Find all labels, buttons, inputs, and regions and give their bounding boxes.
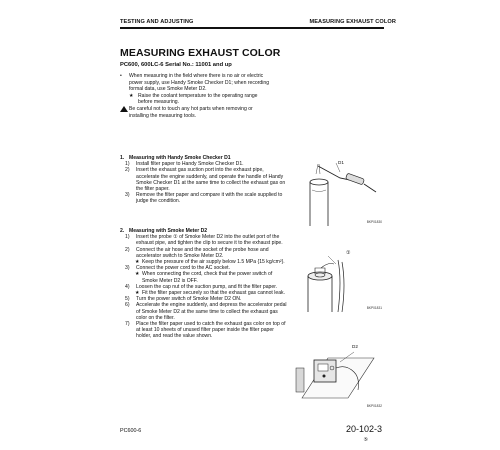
step-text: Install filter paper to Handy Smoke Checker D1.	[136, 161, 244, 168]
step-number: 2)	[125, 246, 130, 253]
figure-1-drawing	[288, 160, 384, 226]
step-item	[120, 321, 288, 340]
section-1-steps	[120, 161, 288, 204]
step-item	[120, 234, 288, 246]
bullet-icon: •	[120, 73, 122, 79]
step-number: 4)	[125, 283, 130, 290]
figure-3-callout: D2	[352, 344, 358, 349]
step-text: Turn the power switch of Smoke Meter D2 ON.	[136, 296, 242, 303]
section-1	[120, 155, 288, 205]
figure-3	[288, 338, 384, 410]
step-text: Keep the pressure of the air supply below 1.5 MPa {15 kg/cm²}.	[142, 259, 285, 266]
step-number: 5)	[125, 296, 130, 303]
step-item	[120, 302, 288, 321]
figure-2	[288, 250, 384, 312]
step-item	[120, 192, 288, 204]
section-2	[120, 228, 288, 340]
section-1-number: 1.	[120, 155, 125, 161]
step-item	[120, 247, 288, 259]
section-2-steps	[120, 234, 288, 339]
page-title: MEASURING EXHAUST COLOR	[120, 47, 281, 59]
step-item	[120, 167, 288, 192]
step-text: Remove the filter paper and compare it with the scale supplied to judge the condition.	[136, 192, 283, 205]
figure-1-id: BKP01830	[366, 220, 382, 224]
header-section-title: TESTING AND ADJUSTING	[120, 19, 194, 25]
intro-block	[120, 73, 270, 119]
figure-2-drawing	[288, 250, 384, 312]
star-icon: ★	[135, 259, 140, 266]
step-text: Insert the exhaust gas suction port into the exhaust pipe, accelerate the engine suddenly, and operate the handle of Handy Smoke Checker D1 at the same time to collect the exhaust gas on the filter paper.	[136, 167, 286, 193]
header-rule	[120, 27, 384, 29]
step-number: 7)	[125, 321, 130, 328]
step-text: Place the filter paper used to catch the exhaust gas color on top of at least 10 sheets of unused filter paper inside the filter paper holder, and read the value shown.	[136, 321, 286, 340]
step-text: Loosen the cap nut of the suction pump, and fit the filter paper.	[136, 283, 278, 290]
section-2-number: 2.	[120, 228, 125, 234]
step-number: 3)	[125, 192, 130, 199]
figure-2-callout: ①	[346, 250, 351, 256]
intro-bullet-text: When measuring in the field where there is no air or electric power supply, use Handy Smoke Checker D1; when recording formal data, use Smoke Meter D2.	[129, 73, 270, 93]
intro-note-text: Raise the coolant temperature to the operating range before measuring.	[138, 92, 258, 106]
figure-3-drawing	[288, 338, 384, 410]
intro-warning	[120, 106, 270, 119]
step-text: Accelerate the engine suddenly, and depress the accelerator pedal of Smoke Meter D2 at the same time to collect the exhaust gas color on the filter.	[136, 302, 287, 321]
star-icon: ★	[129, 92, 134, 99]
header-page-title: MEASURING EXHAUST COLOR	[309, 19, 396, 25]
warning-icon	[120, 106, 128, 112]
step-text: When connecting the cord, check that the power switch of Smoke Meter D2 is OFF.	[142, 271, 273, 284]
figure-1-callout: D1	[338, 160, 344, 165]
page-subtitle: PC600, 600LC-6 Serial No.: 11001 and up	[120, 62, 232, 68]
section-2-title: Measuring with Smoke Meter D2	[129, 228, 208, 234]
section-1-title: Measuring with Handy Smoke Checker D1	[129, 155, 231, 161]
figure-3-id: BKP01832	[366, 404, 382, 408]
step-number: 1)	[125, 161, 130, 168]
step-number: 6)	[125, 302, 130, 309]
footer-model: PC600-6	[120, 428, 142, 434]
intro-warning-text: Be careful not to touch any hot parts when removing or installing the measuring tools.	[129, 105, 253, 119]
intro-note	[120, 93, 270, 106]
step-number: 1)	[125, 234, 130, 241]
step-text: Fit the filter paper securely so that the exhaust gas cannot leak.	[142, 290, 285, 297]
step-number: 2)	[125, 167, 130, 174]
figure-1	[288, 160, 384, 226]
figure-2-id: BKP01831	[366, 306, 382, 310]
intro-bullet	[120, 73, 270, 93]
footer-page-number: 20-102-3	[345, 424, 382, 434]
star-icon: ★	[135, 271, 140, 278]
step-number: 3)	[125, 265, 130, 272]
step-text: Insert the probe ① of Smoke Meter D2 into the outlet port of the exhaust pipe, and tighten the clip to secure it to the exhaust pipe.	[136, 234, 283, 247]
footer-revision: ⑤	[363, 437, 368, 443]
star-icon: ★	[135, 290, 140, 297]
step-note	[120, 271, 288, 283]
step-text: Connect the air hose and the socket of the probe hose and accelerator switch to Smoke Meter D2.	[136, 246, 269, 259]
step-text: Connect the power cord to the AC socket.	[136, 265, 231, 272]
